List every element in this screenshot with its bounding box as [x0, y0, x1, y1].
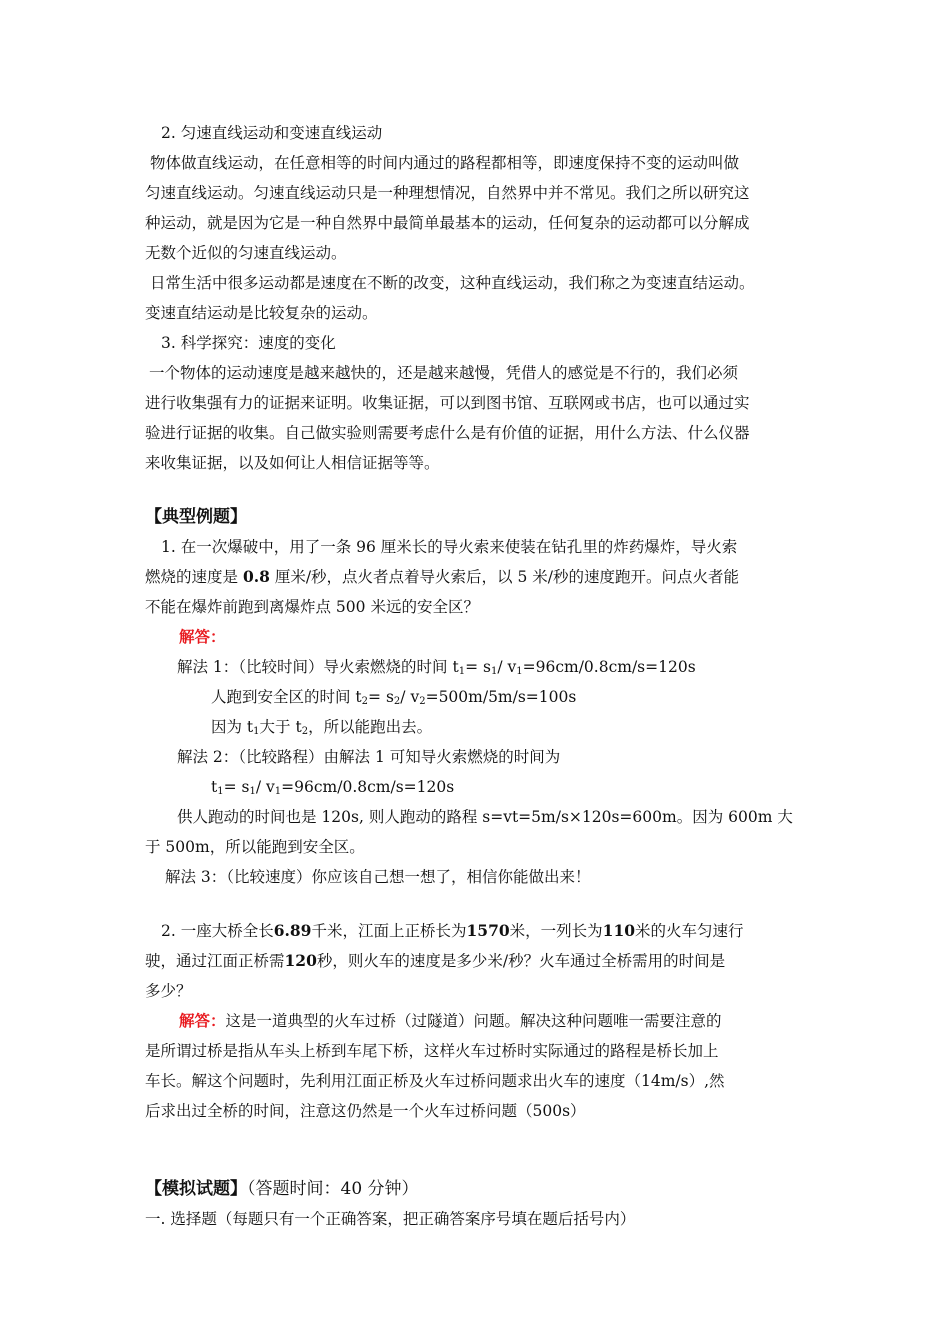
- method-2-line: 供人跑动的时间也是 120s, 则人跑动的路程 s=vt=5m/s×120s=600m。因为 600m 大: [177, 808, 793, 826]
- paragraph-line: 变速直结运动是比较复杂的运动。: [145, 304, 378, 322]
- answer-line: 后求出过全桥的时间，注意这仍然是一个火车过桥问题（500s）: [145, 1102, 586, 1120]
- question-line: 1. 在一次爆破中，用了一条 96 厘米长的导火索来使装在钻孔里的炸药爆炸，导火索: [161, 538, 738, 556]
- method-1-line: 因为 $t_1$大于 $t_2$，所以能跑出去。: [211, 718, 433, 737]
- paragraph-line: 无数个近似的匀速直线运动。: [145, 244, 347, 262]
- method-3-line: 解法 3：（比较速度）你应该自己想一想了，相信你能做出来！: [165, 868, 591, 886]
- paragraph-line: 匀速直线运动。匀速直线运动只是一种理想情况，自然界中并不常见。我们之所以研究这: [145, 184, 750, 202]
- answer-label: 解答：: [179, 627, 226, 646]
- example-2: [145, 916, 815, 1126]
- paragraph-line: 日常生活中很多运动都是速度在不断的改变，这种直线运动，我们称之为变速直结运动。: [150, 274, 755, 292]
- paragraph-line: 种运动，就是因为它是一种自然界中最简单最基本的运动，任何复杂的运动都可以分解成: [145, 214, 750, 232]
- paragraph-line: 一个物体的运动速度是越来越快的，还是越来越慢，凭借人的感觉是不行的，我们必须: [149, 364, 739, 382]
- answer-line: 车长。解这个问题时，先利用江面正桥及火车过桥问题求出火车的速度（14m/s）,然: [145, 1072, 725, 1090]
- method-1-line: 解法 1：（比较时间）导火索燃烧的时间 $t_1= s_1/$ $v_1=96cm/0.8cm/s=120s$: [177, 658, 696, 677]
- paragraph-line: 验进行证据的收集。自己做实验则需要考虑什么是有价值的证据，用什么方法、什么仪器: [145, 424, 750, 442]
- question-line: 驶，通过江面正桥需120秒，则火车的速度是多少米/秒？火车通过全桥需用的时间是: [145, 951, 726, 970]
- paragraph-line: 来收集证据，以及如何让人相信证据等等。: [145, 454, 440, 472]
- section-3-heading: 3. 科学探究：速度的变化: [161, 334, 336, 352]
- method-1-line: 人跑到安全区的时间 $t_2= s_2/$ $v_2=500m/5m/s=100s$: [211, 688, 577, 707]
- document-page: [145, 118, 815, 1234]
- multiple-choice-instruction: 一. 选择题（每题只有一个正确答案，把正确答案序号填在题后括号内）: [145, 1210, 636, 1228]
- question-line: 多少？: [145, 982, 192, 1000]
- paragraph-variable-motion: [145, 268, 815, 328]
- method-2-line: 解法 2：（比较路程）由解法 1 可知导火索燃烧的时间为: [177, 748, 561, 766]
- time-note: （答题时间：40 分钟）: [247, 1179, 419, 1199]
- paragraph-speed-change: [145, 358, 815, 478]
- mock-test-heading: 【模拟试题】（答题时间：40 分钟）: [145, 1179, 419, 1199]
- method-2-line: 于 500m，所以能跑到安全区。: [145, 838, 365, 856]
- question-line: 燃烧的速度是 0.8 厘米/秒，点火者点着导火索后，以 5 米/秒的速度跑开。问点火者能: [145, 567, 739, 586]
- examples-heading: 【典型例题】: [145, 507, 247, 527]
- section-2-heading: 2. 匀速直线运动和变速直线运动: [161, 124, 383, 142]
- answer-label: 解答：: [179, 1011, 226, 1030]
- paragraph-uniform-motion: [145, 148, 815, 268]
- answer-line: 是所谓过桥是指从车头上桥到车尾下桥，这样火车过桥时实际通过的路程是桥长加上: [145, 1042, 719, 1060]
- question-line: 不能在爆炸前跑到离爆炸点 500 米远的安全区？: [145, 598, 479, 616]
- paragraph-line: 进行收集强有力的证据来证明。收集证据，可以到图书馆、互联网或书店，也可以通过实: [145, 394, 750, 412]
- question-line: 2. 一座大桥全长6.89千米，江面上正桥长为1570米，一列长为110米的火车匀速行: [161, 921, 744, 940]
- paragraph-line: 物体做直线运动，在任意相等的时间内通过的路程都相等，即速度保持不变的运动叫做: [150, 154, 740, 172]
- example-1: [145, 532, 815, 892]
- method-2-line: $t_1= s_1/$ $v_1=96cm/0.8cm/s=120s$: [211, 778, 455, 797]
- answer-line: 解答：这是一道典型的火车过桥（过隧道）问题。解决这种问题唯一需要注意的: [179, 1011, 722, 1030]
